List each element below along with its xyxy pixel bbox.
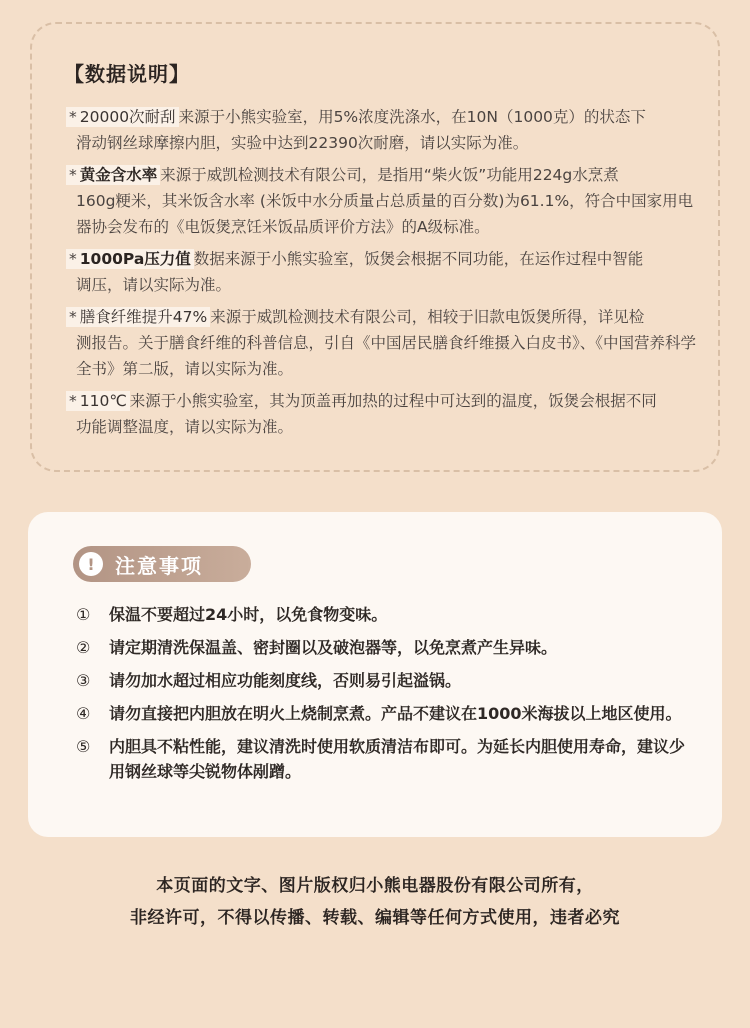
note-star: * (66, 249, 77, 269)
note-star: * (66, 307, 77, 327)
caution-item-number: ④ (76, 704, 91, 723)
caution-item-number: ③ (76, 671, 91, 690)
caution-item-text: 内胆具不粘性能，建议清洗时使用软质清洁布即可。为延长内胆使用寿命，建议少用钢丝球等尖锐物体剐蹭。 (109, 737, 686, 781)
note-highlight: 20000次耐刮 (77, 107, 179, 127)
caution-item-text: 请勿加水超过相应功能刻度线，否则易引起溢锅。 (109, 671, 462, 690)
note-text: 来源于威凯检测技术有限公司，相较于旧款电饭煲所得，详见检 (210, 308, 645, 326)
caution-item (76, 668, 696, 693)
caution-card (28, 512, 722, 837)
caution-item (76, 701, 696, 726)
caution-item-number: ⑤ (76, 737, 91, 756)
note-highlight: 110℃ (77, 391, 130, 411)
note-text-continued: 测报告。关于膳食纤维的科普信息，引自《中国居民膳食纤维摄入白皮书》、《中国营养科学全书》第二版，请以实际为准。 (76, 334, 697, 378)
data-note (66, 104, 706, 156)
caution-header-pill (73, 546, 251, 582)
data-note (66, 246, 706, 298)
exclamation-icon: ! (79, 552, 103, 576)
caution-list (76, 602, 696, 792)
caution-item-text: 请勿直接把内胆放在明火上烧制烹煮。产品不建议在1000米海拔以上地区使用。 (109, 704, 682, 723)
note-highlight: 1000Pa压力值 (77, 249, 194, 269)
note-highlight: 膳食纤维提升47% (77, 307, 210, 327)
caution-item-number: ② (76, 638, 91, 657)
data-notes-list (66, 104, 706, 446)
caution-item-text: 请定期清洗保温盖、密封圈以及破泡器等，以免烹煮产生异味。 (109, 638, 558, 657)
data-note (66, 162, 706, 240)
copyright-line-2: 非经许可，不得以传播、转载、编辑等任何方式使用，违者必究 (130, 908, 620, 928)
note-text: 数据来源于小熊实验室，饭煲会根据不同功能，在运作过程中智能 (193, 250, 644, 268)
caution-item (76, 602, 696, 627)
note-text: 来源于威凯检测技术有限公司，是指用“柴火饭”功能用224g水烹煮 (160, 166, 619, 184)
note-text-continued: 调压，请以实际为准。 (76, 276, 232, 294)
note-text: 来源于小熊实验室，用5%浓度洗涤水，在10N（1000克）的状态下 (178, 108, 646, 126)
data-section-title: 【数据说明】 (64, 62, 190, 86)
data-explanation-card (30, 22, 720, 472)
note-star: * (66, 391, 77, 411)
note-highlight: 黄金含水率 (77, 165, 161, 185)
note-text-continued: 160g粳米，其米饭含水率 (米饭中水分质量占总质量的百分数)为61.1%，符合中国家用电器协会发布的《电饭煲烹饪米饭品质评价方法》的A级标准。 (76, 192, 694, 236)
note-star: * (66, 107, 77, 127)
note-text-continued: 功能调整温度，请以实际为准。 (76, 418, 294, 436)
copyright-line-1: 本页面的文字、图片版权归小熊电器股份有限公司所有， (156, 876, 594, 896)
caution-item-number: ① (76, 605, 91, 624)
data-note (66, 304, 706, 382)
copyright-footer (0, 870, 750, 934)
caution-item-text: 保温不要超过24小时，以免食物变味。 (109, 605, 388, 624)
note-text: 来源于小熊实验室，其为顶盖再加热的过程中可达到的温度，饭煲会根据不同 (129, 392, 657, 410)
caution-title: 注意事项 (115, 553, 203, 578)
caution-item (76, 734, 696, 784)
data-note (66, 388, 706, 440)
note-star: * (66, 165, 77, 185)
note-text-continued: 滑动钢丝球摩擦内胆，实验中达到22390次耐磨，请以实际为准。 (76, 134, 529, 152)
caution-item (76, 635, 696, 660)
